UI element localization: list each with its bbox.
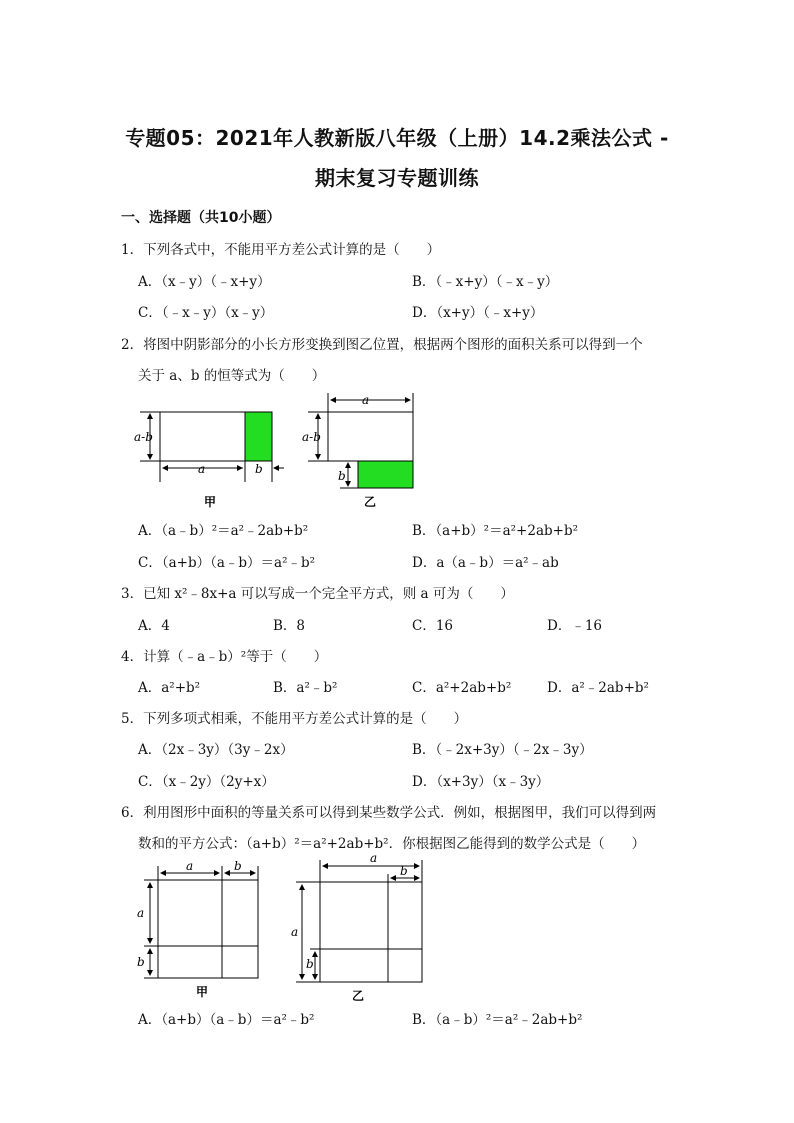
section-heading: 一、选择题（共10小题） xyxy=(121,210,281,226)
q6-option-b: B．（a﹣b）²＝a²﹣2ab+b² xyxy=(412,1012,583,1028)
q5-stem: 5．下列多项式相乘，不能用平方差公式计算的是（ ） xyxy=(121,711,468,727)
q3-option-a: A．4 xyxy=(138,618,170,634)
q2-stem-line1: 2．将图中阴影部分的小长方形变换到图乙位置，根据两个图形的面积关系可以得到一个 xyxy=(121,337,643,353)
q5-option-b: B．（﹣2x+3y）（﹣2x﹣3y） xyxy=(412,742,593,758)
q4-option-a: A．a²+b² xyxy=(138,680,201,696)
q1-option-a: A．（x﹣y）（﹣x+y） xyxy=(138,274,271,290)
q3-option-c: C．16 xyxy=(412,618,454,634)
q6-jia-label-a-top: a xyxy=(186,859,194,873)
q1-stem: 1．下列各式中，不能用平方差公式计算的是（ ） xyxy=(121,242,441,258)
q5-option-a: A．（2x﹣3y）（3y﹣2x） xyxy=(138,742,294,758)
q2-stem-line2: 关于 a、b 的恒等式为（ ） xyxy=(138,368,326,384)
q2-jia-label-b: b xyxy=(255,462,263,476)
q2-jia-label-a: a xyxy=(198,462,206,476)
q6-jia-square xyxy=(158,880,258,978)
q6-jia-label-a-left: a xyxy=(137,906,145,920)
q4-option-b: B．a²﹣b² xyxy=(273,680,338,696)
q2-figure-yi xyxy=(300,388,430,512)
q6-yi-label-b-top: b xyxy=(400,864,408,878)
q5-option-d: D．（x+3y）（x﹣3y） xyxy=(412,774,550,790)
q3-stem: 3．已知 x²﹣8x+a 可以写成一个完全平方式，则 a 可为（ ） xyxy=(121,586,514,602)
q6-figure-yi xyxy=(288,850,428,1004)
q6-jia-label-b-top: b xyxy=(234,859,242,873)
q2-jia-label-amb: a-b xyxy=(134,430,153,444)
q4-stem: 4．计算（﹣a﹣b）²等于（ ） xyxy=(121,649,328,665)
q2-yi-large-rect xyxy=(328,412,413,461)
q6-jia-label-b-left: b xyxy=(137,955,145,969)
q2-yi-shaded-rect xyxy=(358,461,413,488)
q4-option-d: D．a²﹣2ab+b² xyxy=(547,680,649,696)
q2-option-d: D．a（a﹣b）＝a²﹣ab xyxy=(412,555,559,571)
q6-yi-caption: 乙 xyxy=(352,989,365,1003)
q6-figure-jia xyxy=(130,856,270,1002)
q2-option-a: A．（a﹣b）²＝a²﹣2ab+b² xyxy=(138,523,309,539)
q2-jia-caption: 甲 xyxy=(204,495,217,509)
document-title-line1: 专题05：2021年人教新版八年级（上册）14.2乘法公式 - xyxy=(125,126,669,150)
q2-yi-caption: 乙 xyxy=(364,495,377,509)
q6-yi-label-a-left: a xyxy=(291,925,299,939)
q6-jia-caption: 甲 xyxy=(196,985,209,999)
q2-figure-jia xyxy=(132,400,302,512)
q6-yi-label-a-top: a xyxy=(370,851,378,865)
document-title-line2: 期末复习专题训练 xyxy=(315,166,479,190)
q6-yi-square xyxy=(320,882,422,982)
q1-option-b: B．（﹣x+y）（﹣x﹣y） xyxy=(412,274,559,290)
q4-option-c: C．a²+2ab+b² xyxy=(412,680,512,696)
q2-jia-shaded-rect xyxy=(245,412,272,461)
q5-option-c: C．（x﹣2y）（2y+x） xyxy=(138,774,275,790)
q6-stem-line1: 6．利用图形中面积的等量关系可以得到某些数学公式．例如，根据图甲，我们可以得到两 xyxy=(121,805,657,821)
q2-yi-label-amb: a-b xyxy=(302,430,321,444)
q1-option-c: C．（﹣x﹣y）（x﹣y） xyxy=(138,305,274,321)
q1-option-d: D．（x+y）（﹣x+y） xyxy=(412,305,544,321)
q3-option-b: B．8 xyxy=(273,618,306,634)
q6-stem-line2: 数和的平方公式：（a+b）²＝a²+2ab+b²．你根据图乙能得到的数学公式是（ ） xyxy=(138,836,646,852)
q2-yi-label-a: a xyxy=(362,393,370,407)
q2-option-b: B．（a+b）²＝a²+2ab+b² xyxy=(412,523,579,539)
q2-option-c: C．（a+b）（a﹣b）＝a²﹣b² xyxy=(138,555,316,571)
q2-yi-label-b: b xyxy=(338,469,346,483)
q6-option-a: A．（a+b）（a﹣b）＝a²﹣b² xyxy=(138,1012,315,1028)
q3-option-d: D．﹣16 xyxy=(547,618,603,634)
q6-yi-label-b-left: b xyxy=(306,957,314,971)
